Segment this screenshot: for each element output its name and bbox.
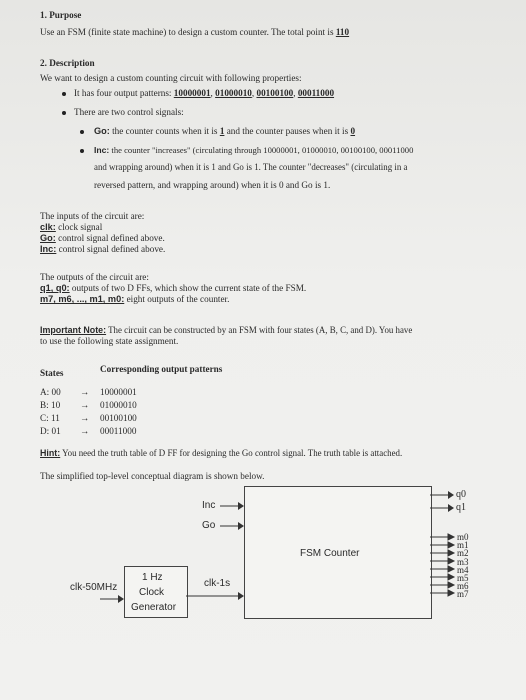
m-output-arrows <box>430 534 456 604</box>
m6-label: m6 <box>457 581 469 592</box>
input-go: Go: control signal defined above. <box>40 233 165 243</box>
clock-freq-label: 1 Hz <box>142 572 163 583</box>
go-arrow <box>220 521 246 531</box>
state-row-d: D: 01 <box>40 426 61 436</box>
m7-label: m7 <box>457 589 469 600</box>
state-pattern: 01000010 <box>100 400 137 410</box>
state-arrow: → <box>80 413 90 423</box>
sub-bullet-dot <box>80 130 84 134</box>
q-output-arrows <box>430 490 456 520</box>
inc-arrow <box>220 501 246 511</box>
total-points: 110 <box>335 27 350 37</box>
m3-label: m3 <box>457 556 469 567</box>
description-heading: 2. Description <box>40 58 95 68</box>
q0-label: q0 <box>456 489 466 500</box>
state-pattern: 10000001 <box>100 387 137 397</box>
bullet-dot <box>62 92 66 96</box>
purpose-text: Use an FSM (finite state machine) to design a custom counter. The total point is 110 <box>40 27 350 37</box>
clk-in-arrow <box>100 594 126 604</box>
states-column-header: States <box>40 368 64 378</box>
state-pattern: 00100100 <box>100 413 137 423</box>
pattern-2: 01000010 <box>215 88 252 98</box>
clk-50mhz-label: clk-50MHz <box>70 582 118 593</box>
state-pattern: 00011000 <box>100 426 137 436</box>
go-input-label: Go <box>202 520 216 531</box>
clock-label: Clock <box>139 587 165 598</box>
inc-description-line3: reversed pattern, and wrapping around) when it is 0 and Go is 1. <box>94 180 331 190</box>
state-row-a: A: 00 <box>40 387 61 397</box>
m1-label: m1 <box>457 540 469 551</box>
inc-description-line2: and wrapping around) when it is 1 and Go is 1. The counter "decreases" (circulating in a <box>94 162 408 172</box>
output-m: m7, m6, ..., m1, m0: eight outputs of the counter. <box>40 294 230 304</box>
inputs-title: The inputs of the circuit are: <box>40 211 145 221</box>
fsm-counter-label: FSM Counter <box>300 548 360 559</box>
purpose-heading: 1. Purpose <box>40 10 82 20</box>
clock-generator-label: Generator <box>131 602 177 613</box>
m-output-labels <box>457 533 469 599</box>
m4-label: m4 <box>457 564 469 575</box>
important-note: Important Note: The circuit can be constructed by an FSM with four states (A, B, C, and D). You have <box>40 325 413 335</box>
state-arrow: → <box>80 387 90 397</box>
state-arrow: → <box>80 400 90 410</box>
outputs-title: The outputs of the circuit are: <box>40 272 149 282</box>
hint: Hint: You need the truth table of D FF for designing the Go control signal. The truth table is attached. <box>40 448 403 458</box>
m0-label: m0 <box>457 532 469 542</box>
m2-label: m2 <box>457 548 469 559</box>
state-row-b: B: 10 <box>40 400 61 410</box>
pattern-1: 10000001 <box>173 88 211 98</box>
m5-label: m5 <box>457 573 469 584</box>
sub-bullet-dot <box>80 149 84 153</box>
input-clk: clk: clock signal <box>40 222 103 232</box>
state-arrow: → <box>80 426 90 436</box>
bullet-dot <box>62 111 66 115</box>
input-inc: Inc: control signal defined above. <box>40 244 166 254</box>
bullet-patterns: It has four output patterns: 10000001, 01000010, 00100100, 00011000 <box>74 88 335 98</box>
clk-1s-arrow <box>186 591 246 601</box>
important-note-line2: to use the following state assignment. <box>40 336 179 346</box>
q1-label: q1 <box>456 502 466 513</box>
pattern-4: 00011000 <box>297 88 335 98</box>
description-intro: We want to design a custom counting circuit with following properties: <box>40 73 302 83</box>
inc-input-label: Inc <box>202 500 216 511</box>
state-row-c: C: 11 <box>40 413 60 423</box>
pattern-3: 00100100 <box>256 88 294 98</box>
clk-1s-label: clk-1s <box>204 578 231 589</box>
patterns-column-header: Corresponding output patterns <box>100 364 223 374</box>
bullet-control-signals: There are two control signals: <box>74 107 184 117</box>
diagram-caption: The simplified top-level conceptual diagram is shown below. <box>40 471 265 481</box>
output-q: q1, q0: outputs of two D FFs, which show the current state of the FSM. <box>40 283 307 293</box>
inc-description-line1: Inc: the counter "increases" (circulating through 10000001, 01000010, 00100100, 00011000 <box>94 145 414 155</box>
go-description: Go: the counter counts when it is 1 and the counter pauses when it is 0 <box>94 126 356 136</box>
